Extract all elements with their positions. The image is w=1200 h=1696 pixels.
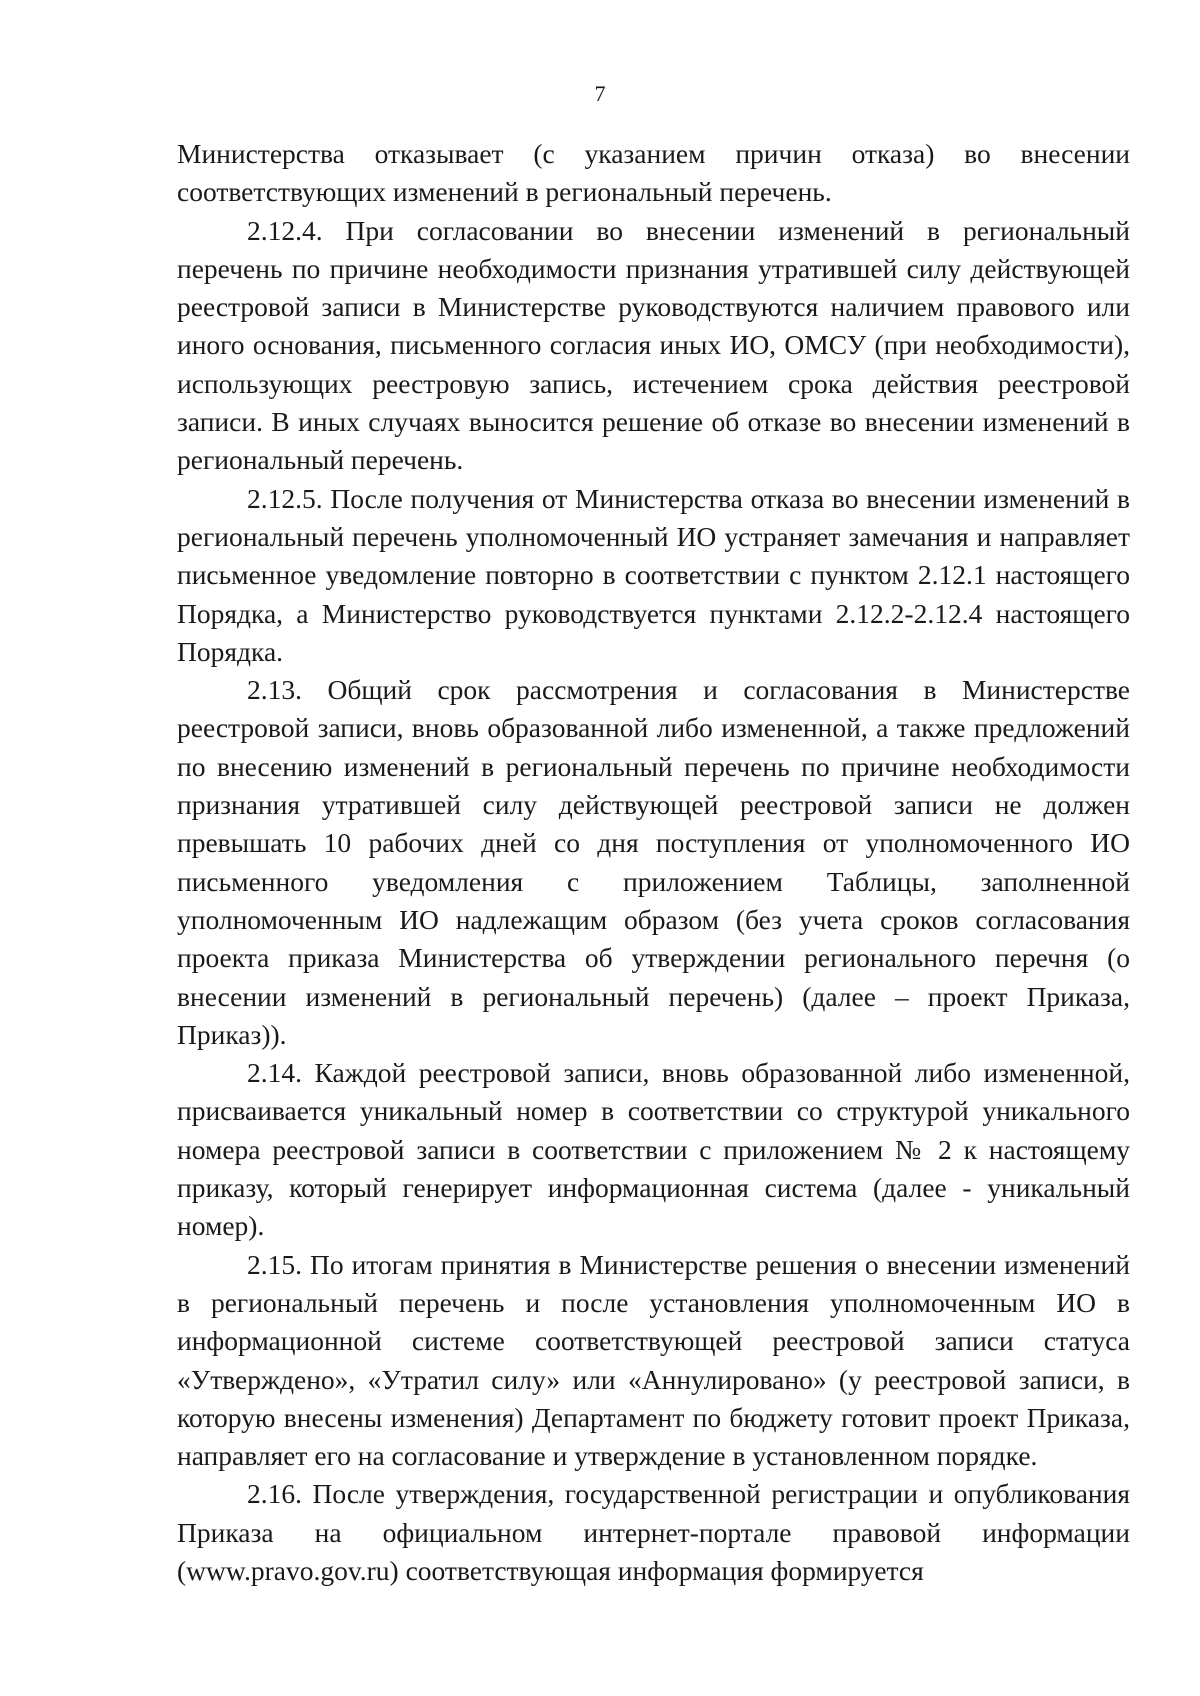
paragraph-continuation: Министерства отказывает (с указанием причин отказа) во внесении соответствующих изменений в региональный перечень. [177,138,1130,208]
document-body [177,135,1130,1590]
paragraph-2-14: 2.14. Каждой реестровой записи, вновь образованной либо измененной, присваивается уникальный номер в соответствии со структурой уникального номера реестровой записи в соответствии с приложением № 2 к настоящему приказу, который генерирует информационная система (далее - уникальный номер). [177,1057,1130,1242]
paragraph-2-12-4: 2.12.4. При согласовании во внесении изменений в региональный перечень по причине необходимости признания утратившей силу действующей реестровой записи в Министерстве руководствуются наличием правового или иного основания, письменного согласия иных ИО, ОМСУ (при необходимости), использующих реестровую запись, истечением срока действия реестровой записи. В иных случаях выносится решение об отказе во внесении изменений в региональный перечень. [177,214,1130,476]
paragraph-2-13: 2.13. Общий срок рассмотрения и согласования в Министерстве реестровой записи, вновь образованной либо измененной, а также предложений по внесению изменений в региональный перечень по причине необходимости признания утратившей силу действующей реестровой записи не должен превышать 10 рабочих дней со дня поступления от уполномоченного ИО письменного уведомления с приложением Таблицы, заполненной уполномоченным ИО надлежащим образом (без учета сроков согласования проекта приказа Министерства об утверждении регионального перечня (о внесении изменений в региональный перечень) (далее – проект Приказа, Приказ)). [177,674,1130,1050]
page-number: 7 [594,81,606,106]
paragraph-2-15: 2.15. По итогам принятия в Министерстве решения о внесении изменений в региональный перечень и после установления уполномоченным ИО в информационной системе соответствующей реестровой записи статуса «Утверждено», «Утратил силу» или «Аннулировано» (у реестровой записи, в которую внесены изменения) Департамент по бюджету готовит проект Приказа, направляет его на согласование и утверждение в установленном порядке. [177,1248,1130,1472]
paragraph-2-16: 2.16. После утверждения, государственной регистрации и опубликования Приказа на официальном интернет-портале правовой информации (www.pravo.gov.ru) соответствующая информация формируется [177,1478,1130,1586]
paragraph-2-12-5: 2.12.5. После получения от Министерства отказа во внесении изменений в региональный перечень уполномоченный ИО устраняет замечания и направляет письменное уведомление повторно в соответствии с пунктом 2.12.1 настоящего Порядка, а Министерство руководствуется пунктами 2.12.2-2.12.4 настоящего Порядка. [177,482,1130,667]
